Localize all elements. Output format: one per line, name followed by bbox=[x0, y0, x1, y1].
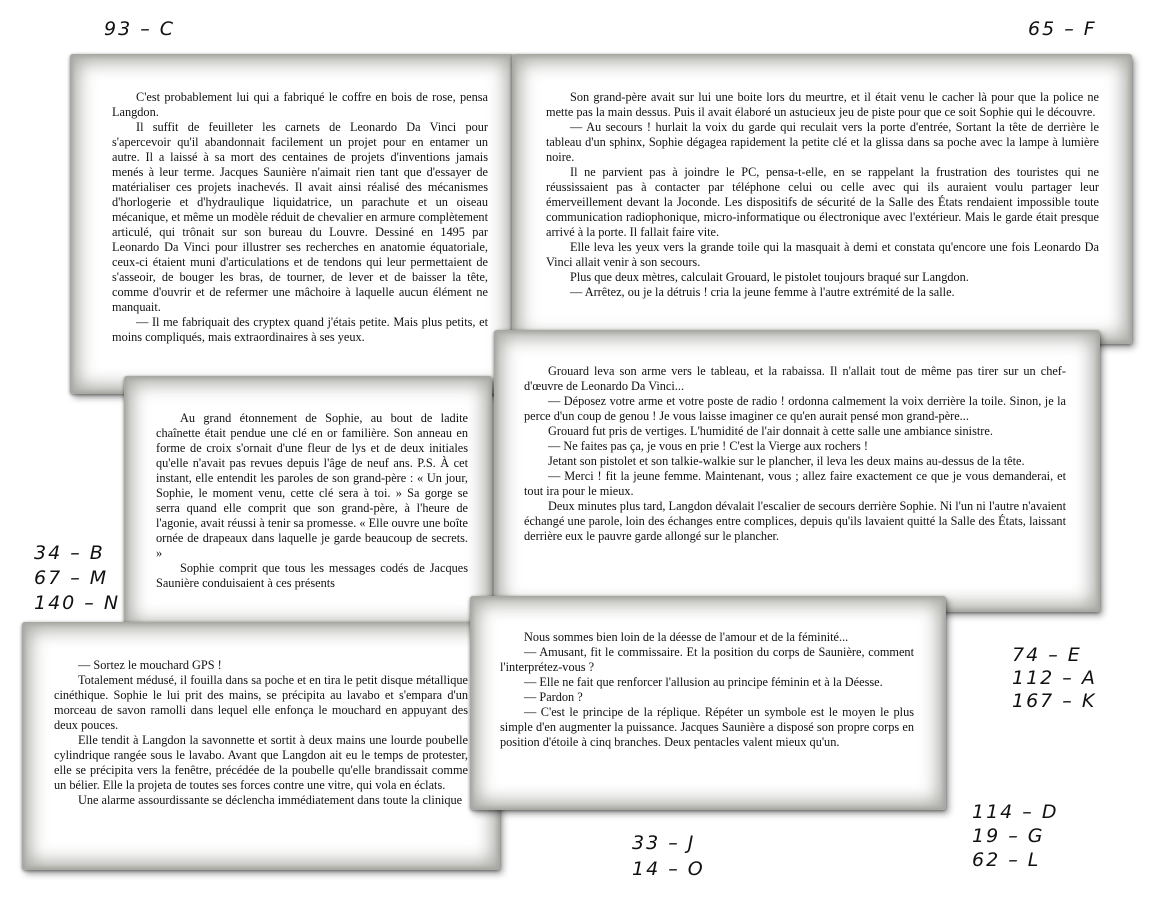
handwritten-note-93-c: 93 – C bbox=[104, 18, 176, 40]
text-card-mouchard-gps bbox=[22, 622, 500, 870]
card-text bbox=[524, 364, 1066, 544]
handwritten-note-140-n: 140 – N bbox=[34, 592, 121, 614]
handwritten-note-112-a: 112 – A bbox=[1012, 667, 1097, 689]
paragraph: — Ne faites pas ça, je vous en prie ! C'est la Vierge aux rochers ! bbox=[548, 439, 868, 453]
paragraph: Au grand étonnement de Sophie, au bout de ladite chaînette était pendue une clé en or familière. Son anneau en forme de croix s'ornait d'une fleur de lys et de deux initiales qu'elle n'avait pas revues depuis l'âge de neuf ans. P.S. À cet instant, elle entendit les paroles de son grand-père : « Un jour, Sophie, le moment venu, cette clé sera à toi. » Sa gorge se serra quand elle comprit que son grand-père, à l'heure de l'agonie, avait réussi à tenir sa promesse. « Elle ouvre une boîte ornée de drapeaux dans laquelle je garde beaucoup de secrets. » bbox=[156, 411, 468, 560]
text-card-cle-en-or bbox=[124, 376, 492, 630]
handwritten-note-167-k: 167 – K bbox=[1012, 690, 1097, 712]
handwritten-note-19-g: 19 – G bbox=[972, 825, 1045, 847]
paragraph: Grouard fut pris de vertiges. L'humidité de l'air donnait à cette salle une ambiance sinistre. bbox=[548, 424, 993, 438]
paragraph: — Arrêtez, ou je la détruis ! cria la jeune femme à l'autre extrémité de la salle. bbox=[570, 285, 955, 299]
paragraph: Il ne parvient pas à joindre le PC, pensa-t-elle, en se rappelant la frustration des touristes qui ne réussissaient pas à contacter par téléphone celui ou celle avec qui ils auraient voulu partager leur émerveillement devant la Joconde. Les dispositifs de sécurité de la Salle des États rendaient impossible toute communication radiophonique, micro-informatique ou électronique avec l'extérieur. Mais le garde était presque arrivé à la porte. Il fallait faire vite. bbox=[546, 165, 1099, 239]
paragraph: — Il me fabriquait des cryptex quand j'étais petite. Mais plus petits, et moins compliqués, mais extraordinaires à ses yeux. bbox=[112, 315, 488, 344]
paragraph: — Sortez le mouchard GPS ! bbox=[78, 658, 222, 672]
paragraph: — Déposez votre arme et votre poste de radio ! ordonna calmement la voix derrière la toile. Sinon, je la perce d'un coup de genou ! Je vous laisse imaginer ce qu'en aurait pensé mon grand-père... bbox=[524, 394, 1066, 423]
paragraph: C'est probablement lui qui a fabriqué le coffre en bois de rose, pensa Langdon. bbox=[112, 90, 488, 119]
text-card-grand-pere-boite bbox=[512, 54, 1132, 344]
text-card-langdon-coffre bbox=[70, 54, 514, 394]
paragraph: Elle leva les yeux vers la grande toile qui la masquait à demi et constata qu'encore une fois Leonardo Da Vinci allait venir à son secours. bbox=[546, 240, 1099, 269]
handwritten-note-74-e: 74 – E bbox=[1012, 644, 1082, 666]
card-text bbox=[54, 658, 468, 808]
handwritten-note-62-l: 62 – L bbox=[972, 849, 1041, 871]
handwritten-note-34-b: 34 – B bbox=[34, 542, 105, 564]
paragraph: Plus que deux mètres, calculait Grouard, le pistolet toujours braqué sur Langdon. bbox=[570, 270, 969, 284]
paragraph: Il suffit de feuilleter les carnets de Leonardo Da Vinci pour s'apercevoir qu'il abandonnait facilement un projet pour en entamer un autre. Il a laissé à sa mort des centaines de projets d'inventions jamais menés à leur terme. Jacques Saunière n'aimait rien tant que d'essayer de matérialiser ces projets inachevés. Il avait ainsi réalisé des mécanismes d'horlogerie et d'hydraulique liquidatrice, un parachute et un oiseau mécanique, et même un modèle réduit de chevalier en armure complètement articulé, qui trônait sur son bureau du Louvre. Dessiné en 1495 par Leonardo Da Vinci pour illustrer ses recherches en anatomie équatoriale, ceux-ci étaient muni d'articulations et de tendons qui leur permettaient de s'asseoir, de bouger les bras, de tourner, de lever et de baisser la tête, comme d'ouvrir et de refermer une mâchoire à laquelle aucun élément ne manquait. bbox=[112, 120, 488, 314]
handwritten-note-114-d: 114 – D bbox=[972, 801, 1059, 823]
paragraph: — Elle ne fait que renforcer l'allusion au principe féminin et à la Déesse. bbox=[524, 675, 883, 689]
paragraph: — C'est le principe de la réplique. Répéter un symbole est le moyen le plus simple d'en augmenter la puissance. Jacques Saunière a disposé son propre corps en position d'étoile à cinq branches. Deux pentacles valent mieux qu'un. bbox=[500, 705, 914, 749]
paragraph: — Merci ! fit la jeune femme. Maintenant, vous ; allez faire exactement ce que je vous demanderai, et tout ira pour le mieux. bbox=[524, 469, 1066, 498]
paragraph: Totalement médusé, il fouilla dans sa poche et en tira le petit disque métallique cinéthique. Sophie le lui prit des mains, se précipita au lavabo et s'empara d'un morceau de savon ramolli dans lequel elle enfonça le mouchard en appuyant des deux pouces. bbox=[54, 673, 468, 732]
paragraph: — Au secours ! hurlait la voix du garde qui reculait vers la porte d'entrée, Sortant la tête de derrière le tableau d'un sphinx, Sophie dégagea rapidement la petite clé et la glissa dans sa poche avec la lampe à lumière noire. bbox=[546, 120, 1099, 164]
text-card-grouard-tableau bbox=[494, 330, 1100, 612]
card-text bbox=[546, 90, 1099, 300]
paragraph: — Amusant, fit le commissaire. Et la position du corps de Saunière, comment l'interprétez-vous ? bbox=[500, 645, 914, 674]
handwritten-note-14-o: 14 – O bbox=[632, 858, 705, 880]
paragraph: — Pardon ? bbox=[524, 690, 583, 704]
handwritten-note-65-f: 65 – F bbox=[1028, 18, 1097, 40]
paragraph: Elle tendit à Langdon la savonnette et sortit à deux mains une lourde poubelle cylindrique rangée sous le lavabo. Avant que Langdon ait eu le temps de protester, elle se précipita vers la fenêtre, précédée de la poubelle qu'elle brandissait comme un bélier. Elle la projeta de toutes ses forces contre une vitre, qui vola en éclats. bbox=[54, 733, 468, 792]
paragraph: Grouard leva son arme vers le tableau, et la rabaissa. Il n'allait tout de même pas tirer sur un chef-d'œuvre de Leonardo Da Vinci... bbox=[524, 364, 1066, 393]
paragraph: Deux minutes plus tard, Langdon dévalait l'escalier de secours derrière Sophie. Ni l'un ni l'autre n'avaient échangé une parole, loin des échanges entre complices, depuis qu'ils lavaient quitté la Salle des États, laissant derrière eux le pauvre garde allongé sur le plancher. bbox=[524, 499, 1066, 543]
paragraph: Nous sommes bien loin de la déesse de l'amour et de la féminité... bbox=[524, 630, 849, 644]
text-card-deesse-feminite bbox=[470, 596, 946, 810]
card-text bbox=[156, 411, 468, 591]
paragraph: Sophie comprit que tous les messages codés de Jacques Saunière conduisaient à ces présents bbox=[156, 561, 468, 590]
handwritten-note-33-j: 33 – J bbox=[632, 832, 696, 854]
paragraph: Jetant son pistolet et son talkie-walkie sur le plancher, il leva les deux mains au-dessus de la tête. bbox=[548, 454, 1025, 468]
card-text bbox=[112, 90, 488, 345]
card-text bbox=[500, 630, 914, 750]
paragraph: Son grand-père avait sur lui une boite lors du meurtre, et il était venu le cacher là pour que la police ne mette pas la main dessus. Puis il avait élaboré un astucieux jeu de piste pour que ce soit Sophie qui le découvre. bbox=[546, 90, 1099, 119]
paragraph: Une alarme assourdissante se déclencha immédiatement dans toute la clinique bbox=[78, 793, 463, 807]
handwritten-note-67-m: 67 – M bbox=[34, 567, 109, 589]
